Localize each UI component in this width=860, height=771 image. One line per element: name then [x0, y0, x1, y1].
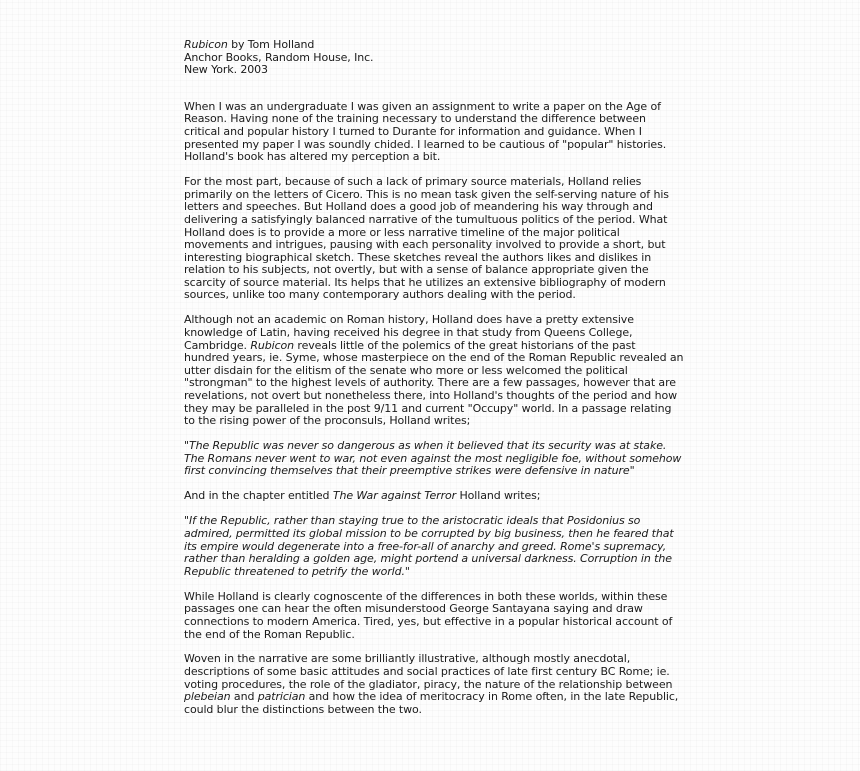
paragraph-background: Although not an academic on Roman history, Holland does have a pretty extensive knowledge of Latin, having received his degree in that study from Queens College, Cambridge. Rubicon reveals little of the polemics of the great historians of the past hundred years, ie. Syme, whose masterpiece on the end of the Roman Republic revealed an utter disdain for the elitism of the senate who more or less welcomed the political "strongman" to the highest levels of authority. There are a few passages, however that are revelations, not overt but nonetheless there, into Holland's thoughts of the period and how they may be paralleled in the post 9/11 and current "Occupy" world. In a passage relating to the rising power of the proconsuls, Holland writes; [184, 313, 684, 428]
place-year: New York. 2003 [184, 63, 268, 77]
book-title: Rubicon [184, 38, 228, 51]
paragraph-intro: When I was an undergraduate I was given an assignment to write a paper on the Age of Reason. Having none of the training necessary to understand the difference between critical and popular history I turned to Durante for information and guidance. When I presented my paper I was soundly chided. I learned to be cautious of "popular" histories. Holland's book has altered my perception a bit. [184, 99, 667, 164]
book-title-inline: Rubicon [250, 338, 295, 352]
quote-republic: "The Republic was never so dangerous as when it believed that its security was at stake. The Romans never went to war, not even against the most negligible foe, without somehow first convincing themselves that their preemptive strikes were defensive in nature" [184, 439, 682, 478]
author: by Tom Holland [227, 38, 315, 51]
publisher: Anchor Books, Random House, Inc. [184, 50, 374, 64]
paragraph-sources: For the most part, because of such a lack of primary source materials, Holland relies primarily on the letters of Cicero. This is no mean task given the self-serving nature of his letters and speeches. But Holland does a good job of meandering his way through and delivering a satisfyingly balanced narrative of the tumultuous politics of the period. What Holland does is to provide a more or less narrative timeline of the major political movements and intrigues, pausing with each personality involved to provide a short, but interesting biographical sketch. These sketches reveal the authors likes and dislikes in relation to his subjects, not overtly, but with a sense of balance appropriate given the scarcity of source material. Its helps that he utilizes an extensive bibliography of modern sources, unlike too many contemporary authors dealing with the period. [184, 175, 669, 302]
paragraph-santayana: While Holland is clearly cognoscente of the differences in both these worlds, within these passages one can hear the often misunderstood George Santayana saying and draw connections to modern America. Tired, yes, but effective in a popular historical account of the end of the Roman Republic. [184, 589, 673, 641]
citation-title-line [184, 39, 684, 52]
citation-block [184, 39, 684, 77]
paragraph-chapter: And in the chapter entitled The War against Terror Holland writes; [184, 489, 541, 503]
document-body [184, 39, 684, 729]
quote-empire: "If the Republic, rather than staying true to the aristocratic ideals that Posidonius so admired, permitted its global mission to be corrupted by big business, then he feared that its empire would degenerate into a free-for-all of anarchy and greed. Rome's supremacy, rather than heralding a golden age, might portend a universal darkness. Corruption in the Republic threatened to petrify the world." [184, 514, 674, 578]
chapter-title: The War against Terror [332, 489, 457, 503]
paragraph-narrative: Woven in the narrative are some brilliantly illustrative, although mostly anecdotal, descriptions of some basic attitudes and social practices of late first century BC Rome; ie. voting procedures, the role of the gladiator, piracy, the nature of the relationship between plebeian and patrician and how the idea of meritocracy in Rome often, in the late Republic, could blur the distinctions between the two. [184, 652, 679, 716]
